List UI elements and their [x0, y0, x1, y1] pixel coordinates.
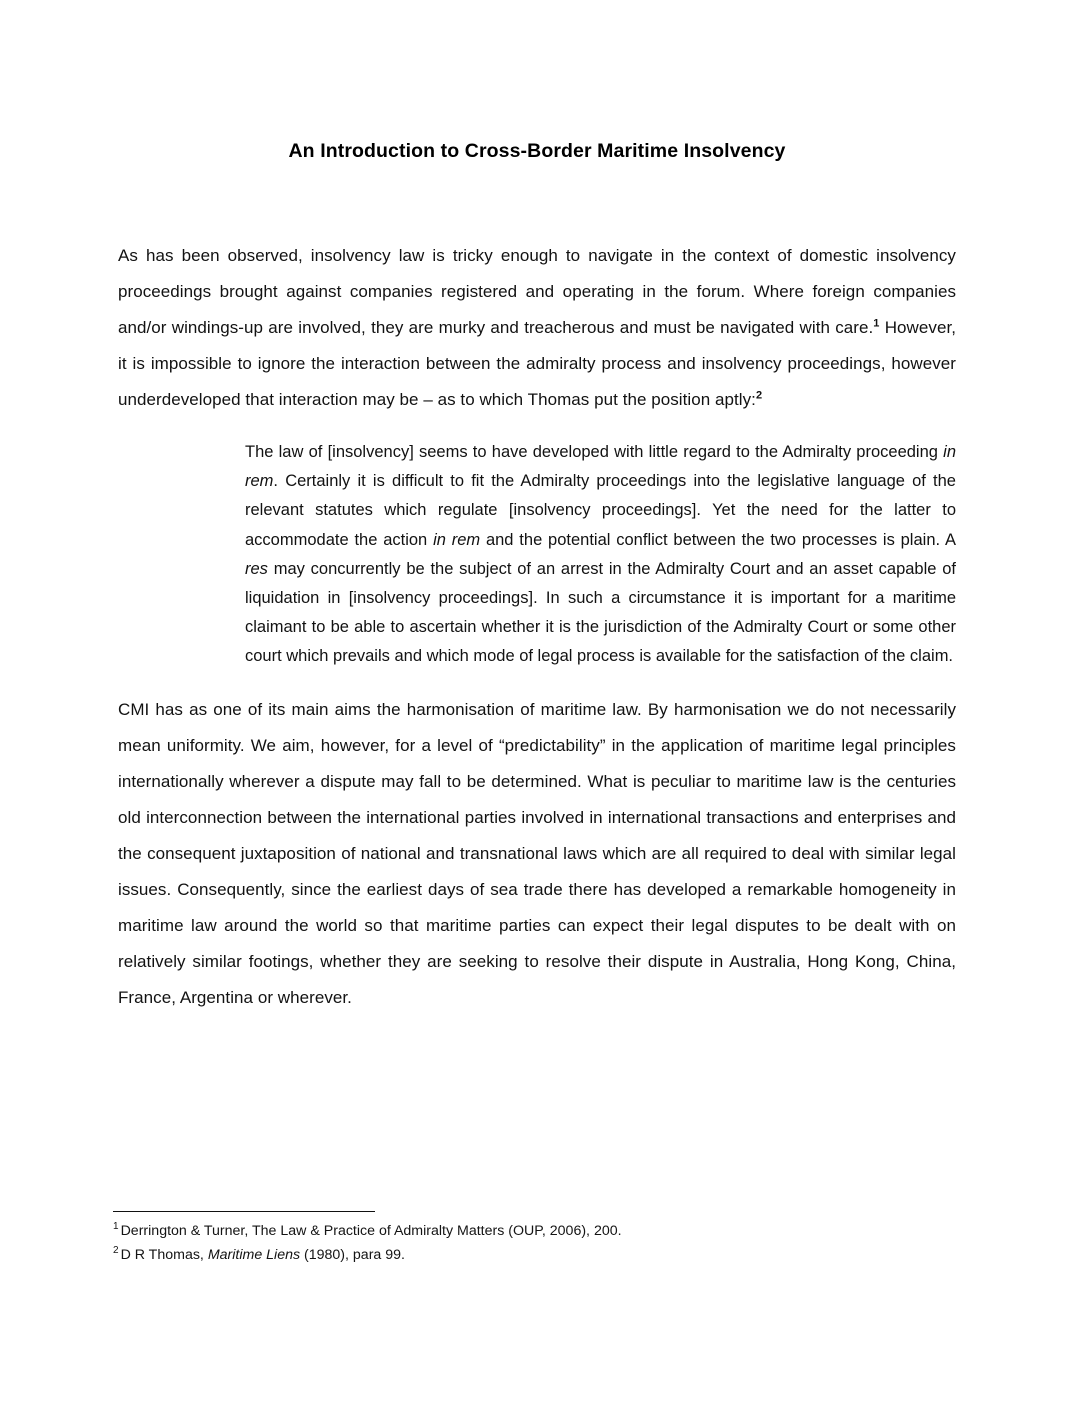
- quote-segment-1: The law of [insolvency] seems to have developed with little regard to the Admiralty proceeding: [245, 443, 944, 461]
- quote-italic-res: res: [245, 559, 268, 578]
- document-body: [118, 238, 956, 1016]
- paragraph-intro: [118, 238, 956, 418]
- quote-segment-4: may concurrently be the subject of an arrest in the Admiralty Court and an asset capable of liquidation in [insolvency proceedings]. In such a circumstance it is important for a maritime claimant to be able to ascertain whether it is the jurisdiction of the Admiralty Court or some other court which prevails and which mode of legal process is available for the satisfaction of the claim.: [245, 559, 956, 666]
- page-title: An Introduction to Cross-Border Maritime Insolvency: [288, 140, 786, 163]
- footnote-text-2-title: Maritime Liens: [207, 1247, 301, 1263]
- paragraph-intro-text-part-2: However, it is impossible to ignore the interaction between the admiralty process and insolvency proceedings, however underdeveloped that interaction may be – as to which Thomas put the position aptly:: [118, 318, 956, 409]
- block-quote: [245, 438, 956, 672]
- footnote-reference-1[interactable]: 1: [873, 317, 880, 330]
- footnote-text-2-suffix: (1980), para 99.: [300, 1247, 405, 1263]
- footnote-item-2: [113, 1245, 956, 1266]
- footnote-separator-rule: [113, 1211, 375, 1212]
- paragraph-intro-text-part-1: As has been observed, insolvency law is tricky enough to navigate in the context of domestic insolvency proceedings brought against companies registered and operating in the forum. Where foreign companies and/or windings-up are involved, they are murky and treacherous and must be navigated with care.: [118, 246, 956, 337]
- footnotes-section: [113, 1211, 956, 1269]
- footnote-reference-2[interactable]: 2: [755, 389, 763, 402]
- quote-segment-2: . Certainly it is difficult to fit the Admiralty proceedings into the legislative language of the relevant statutes which regulate [insolvency proceedings]. Yet the need for the latter to accommodate the action: [245, 472, 956, 549]
- footnote-text-2-prefix: D R Thomas,: [120, 1247, 208, 1263]
- footnote-marker-1: 1: [113, 1221, 119, 1233]
- footnote-item-1: [113, 1221, 956, 1242]
- quote-italic-in-rem-1: in rem: [245, 443, 956, 491]
- quote-segment-3: and the potential conflict between the two processes is plain. A: [480, 530, 956, 549]
- footnote-text-1: Derrington & Turner, The Law & Practice of Admiralty Matters (OUP, 2006), 200.: [120, 1223, 622, 1239]
- quote-italic-in-rem-2: in rem: [433, 530, 481, 549]
- paragraph-cmi-harmonisation: CMI has as one of its main aims the harmonisation of maritime law. By harmonisation we do not necessarily mean uniformity. We aim, however, for a level of “predictability” in the application of maritime legal principles internationally wherever a dispute may fall to be determined. What is peculiar to maritime law is the centuries old interconnection between the international parties involved in international transactions and enterprises and the consequent juxtaposition of national and transnational laws which are all required to deal with similar legal issues. Consequently, since the earliest days of sea trade there has developed a remarkable homogeneity in maritime law around the world so that maritime parties can expect their legal disputes to be dealt with on relatively similar footings, whether they are seeking to resolve their dispute in Australia, Hong Kong, China, France, Argentina or wherever.: [118, 699, 956, 1007]
- footnote-marker-2: 2: [113, 1245, 119, 1257]
- block-quote-text: [245, 438, 956, 672]
